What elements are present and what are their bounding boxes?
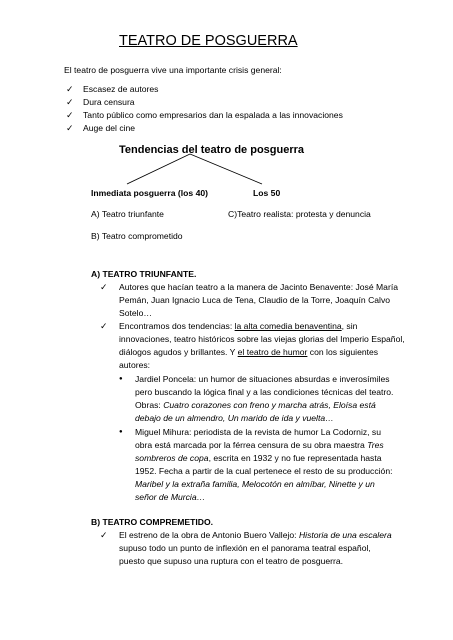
tendencia-a: A) Teatro triunfante — [91, 209, 164, 219]
mihura-line4: 1952. Fecha a partir de la cual pertenece el resto de su producción: — [135, 466, 393, 476]
mihura-line5: Maribel y la extraña familia, Melocotón en almíbar, Ninette y un — [135, 479, 375, 489]
section-a-item2-line1: Encontramos dos tendencias: la alta comedia benaventina, sin — [119, 321, 358, 331]
check-icon: ✓ — [100, 530, 108, 540]
alta-comedia-link: la alta comedia benaventina — [234, 321, 342, 331]
check-icon: ✓ — [66, 84, 74, 94]
jardiel-line2: pero buscando la lógica final y a las condiciones técnicas del teatro. — [135, 387, 394, 397]
section-a-item2-line4: autores: — [119, 360, 151, 370]
check-icon: ✓ — [66, 97, 74, 107]
list-item: Dura censura — [83, 97, 135, 107]
teatro-humor-link: el teatro de humor — [237, 347, 308, 357]
jardiel-line4: debajo de un almendro, Un marido de ida y vuelta… — [135, 413, 334, 423]
section-b-heading: B) TEATRO COMPREMETIDO. — [91, 517, 214, 527]
mihura-line6: señor de Murcia… — [135, 492, 206, 502]
list-item: Tanto público como empresarios dan la espalada a las innovaciones — [83, 110, 343, 120]
branch-label-right: Los 50 — [253, 188, 281, 198]
section-b-line2: supuso todo un punto de inflexión en el panorama teatral español, — [119, 543, 371, 553]
section-a-item1-line: Sotelo… — [119, 308, 152, 318]
list-item: Escasez de autores — [83, 84, 159, 94]
section-b-line1: El estreno de la obra de Antonio Buero Vallejo: Historia de una escalera — [119, 530, 392, 540]
section-a-item2-line2: innovaciones, teatro históricos sobre las viejas glorias del Imperio Español, — [119, 334, 405, 344]
list-item: Auge del cine — [83, 123, 136, 133]
check-icon: ✓ — [100, 282, 108, 292]
intro-paragraph: El teatro de posguerra vive una importante crisis general: — [64, 65, 282, 75]
mihura-line3: sombreros de copa, escrita en 1932 y no fue representada hasta — [135, 453, 382, 463]
branch-line-right — [190, 154, 262, 184]
section-a-item1-line: Autores que hacían teatro a la manera de Jacinto Benavente: José María — [119, 282, 398, 292]
section-b-line3: puesto que supuso una ruptura con el teatro de posguerra. — [119, 556, 344, 566]
check-icon: ✓ — [100, 321, 108, 331]
section-a-item1-line: Pemán, Juan Ignacio Luca de Tena, Claudio de la Torre, Joaquín Calvo — [119, 295, 391, 305]
tendencia-c: C)Teatro realista: protesta y denuncia — [228, 209, 371, 219]
jardiel-line1: Jardiel Poncela: un humor de situaciones absurdas e inverosímiles — [135, 374, 390, 384]
tendencia-b: B) Teatro comprometido — [91, 231, 183, 241]
mihura-line1: Miguel Mihura: periodista de la revista de humor La Codorniz, su — [135, 427, 382, 437]
branch-label-left: Inmediata posguerra (los 40) — [91, 188, 209, 198]
bullet-icon: ● — [119, 376, 123, 382]
section-a-item2-line3: diálogos agudos y brillantes. Y el teatro de humor con los siguientes — [119, 347, 379, 357]
branch-line-left — [127, 154, 190, 184]
mihura-line2: obra está marcada por la férrea censura de su obra maestra Tres — [135, 440, 384, 450]
page-title: TEATRO DE POSGUERRA — [119, 33, 298, 49]
bullet-icon: ● — [119, 429, 123, 435]
jardiel-line3: Obras: Cuatro corazones con freno y marcha atrás, Eloísa está — [135, 400, 376, 410]
check-icon: ✓ — [66, 123, 74, 133]
tendencias-heading: Tendencias del teatro de posguerra — [119, 144, 305, 156]
check-icon: ✓ — [66, 110, 74, 120]
section-a-heading: A) TEATRO TRIUNFANTE. — [91, 269, 197, 279]
